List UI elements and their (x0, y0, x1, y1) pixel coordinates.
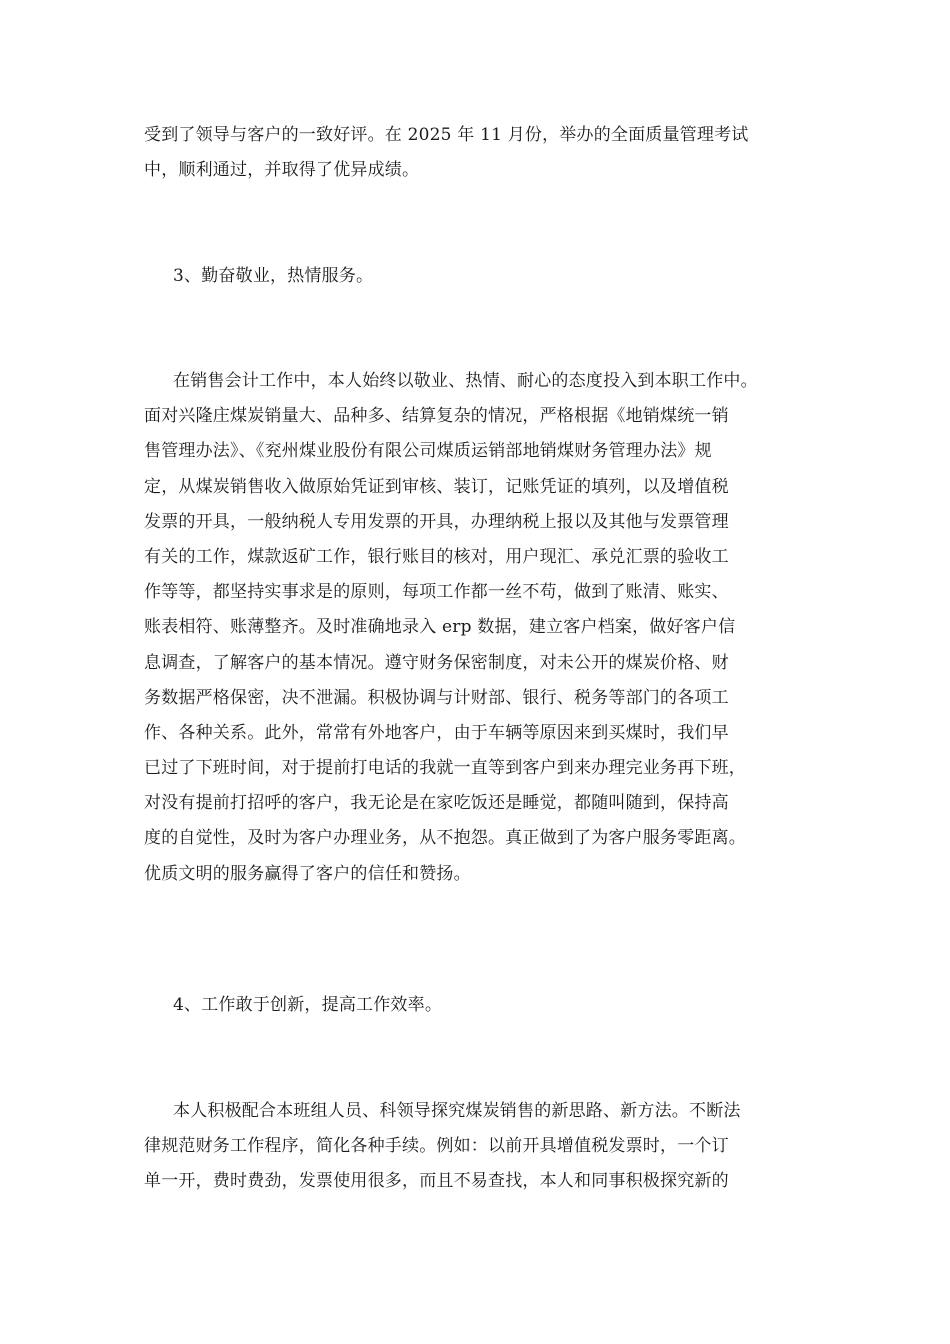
section-heading-4 (144, 988, 824, 1023)
paragraph-line: 售管理办法》、《兖州煤业股份有限公司煤质运销部地销煤财务管理办法》规 (144, 441, 712, 462)
paragraph-line: 务数据严格保密，决不泄漏。积极协调与计财部、银行、税务等部门的各项工 (144, 687, 729, 708)
paragraph-line: 中，顺利通过，并取得了优异成绩。 (144, 160, 420, 181)
paragraph-quality-exam (144, 118, 824, 188)
paragraph-sales-accounting (144, 364, 824, 892)
paragraph-line: 面对兴隆庄煤炭销量大、品种多、结算复杂的情况，严格根据《地销煤统一销 (144, 406, 729, 427)
paragraph-line: 律规范财务工作程序，简化各种手续。例如：以前开具增值税发票时，一个订 (144, 1136, 729, 1157)
paragraph-innovation (144, 1094, 824, 1200)
paragraph-line: 作、各种关系。此外，常常有外地客户，由于车辆等原因来到买煤时，我们早 (144, 722, 729, 743)
section-heading-text: 4、工作敢于创新，提高工作效率。 (173, 995, 443, 1015)
paragraph-line: 定，从煤炭销售收入做原始凭证到审核、装订，记账凭证的填列，以及增值税 (144, 476, 729, 497)
paragraph-line: 息调查，了解客户的基本情况。遵守财务保密制度，对未公开的煤炭价格、财 (144, 652, 729, 673)
paragraph-line: 已过了下班时间，对于提前打电话的我就一直等到客户到来办理完业务再下班， (144, 758, 746, 779)
paragraph-line: 作等等，都坚持实事求是的原则，每项工作都一丝不苟，做到了账清、账实、 (144, 582, 729, 603)
paragraph-line: 单一开，费时费劲，发票使用很多，而且不易查找，本人和同事积极探究新的 (144, 1171, 729, 1192)
section-heading-3 (144, 259, 824, 294)
section-heading-text: 3、勤奋敬业，热情服务。 (173, 266, 374, 286)
paragraph-line: 本人积极配合本班组人员、科领导探究煤炭销售的新思路、新方法。不断法 (173, 1101, 741, 1121)
paragraph-line: 受到了领导与客户的一致好评。在 2025 年 11 月份，举办的全面质量管理考试 (144, 125, 749, 145)
paragraph-line: 发票的开具，一般纳税人专用发票的开具，办理纳税上报以及其他与发票管理 (144, 511, 729, 532)
paragraph-line: 度的自觉性，及时为客户办理业务，从不抱怨。真正做到了为客户服务零距离。 (144, 828, 746, 849)
paragraph-line: 有关的工作，煤款返矿工作，银行账目的核对，用户现汇、承兑汇票的验收工 (144, 546, 729, 567)
paragraph-line: 在销售会计工作中，本人始终以敬业、热情、耐心的态度投入到本职工作中。 (173, 371, 758, 391)
paragraph-line: 对没有提前打招呼的客户，我无论是在家吃饭还是睡觉，都随叫随到，保持高 (144, 793, 729, 814)
paragraph-line: 优质文明的服务赢得了客户的信任和赞扬。 (144, 863, 471, 884)
paragraph-line: 账表相符、账薄整齐。及时准确地录入 erp 数据，建立客户档案，做好客户信 (144, 617, 736, 638)
